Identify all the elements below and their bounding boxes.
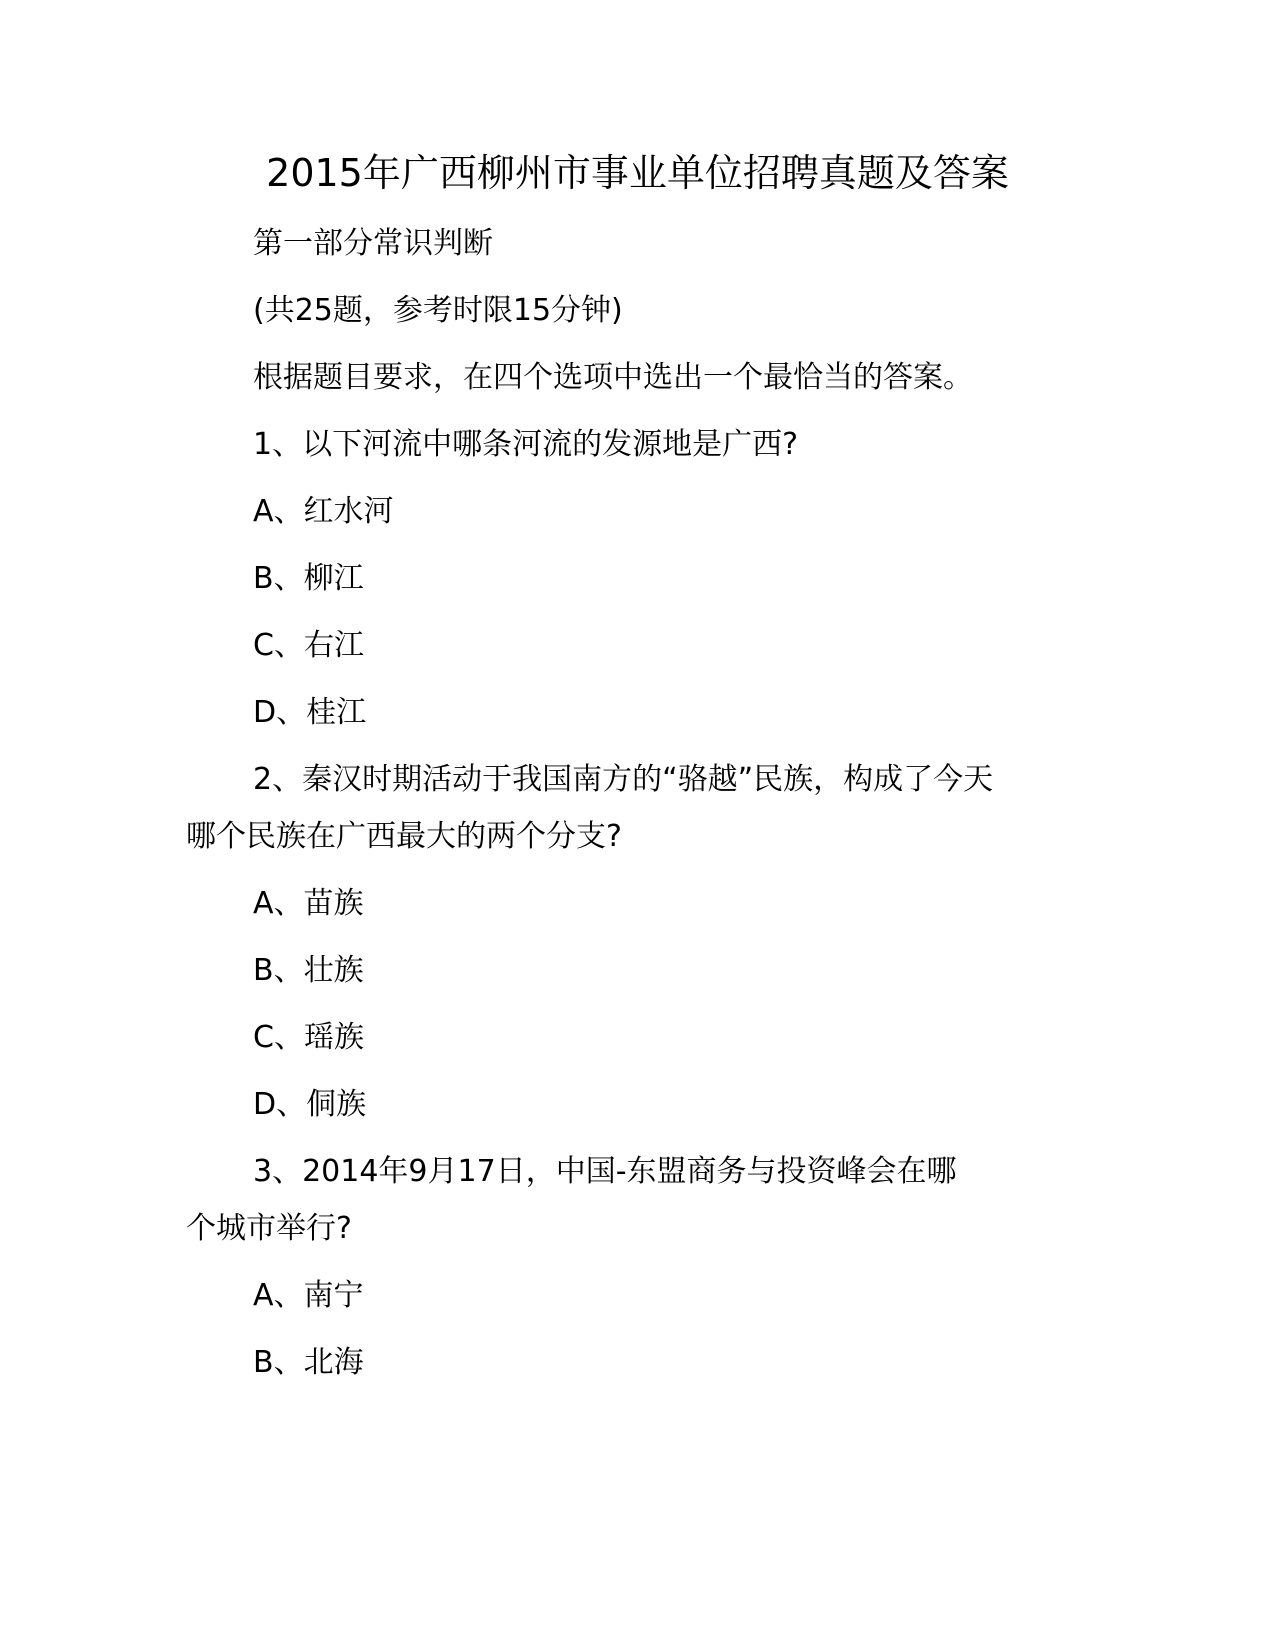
question-2-stem: 2、秦汉时期活动于我国南方的“骆越”民族，构成了今天 (253, 762, 994, 797)
question-3-stem-continued: 个城市举行? (186, 1211, 352, 1246)
question-1-option-a: A、红水河 (253, 494, 394, 529)
question-3-stem: 3、2014年9月17日，中国-东盟商务与投资峰会在哪 (253, 1154, 957, 1189)
document-title: 2015年广西柳州市事业单位招聘真题及答案 (266, 151, 1009, 195)
instructions: 根据题目要求，在四个选项中选出一个最恰当的答案。 (253, 360, 973, 395)
question-2-stem-continued: 哪个民族在广西最大的两个分支? (186, 819, 622, 854)
question-3-option-b: B、北海 (253, 1345, 364, 1380)
question-1-option-b: B、柳江 (253, 561, 364, 596)
question-2-option-c: C、瑶族 (253, 1020, 364, 1055)
question-1-option-c: C、右江 (253, 628, 364, 663)
question-2-option-b: B、壮族 (253, 953, 364, 988)
question-3-option-a: A、南宁 (253, 1278, 364, 1313)
question-1-option-d: D、桂江 (253, 695, 367, 730)
section-note: (共25题，参考时限15分钟) (253, 293, 623, 328)
question-2-option-d: D、侗族 (253, 1087, 367, 1122)
section-heading: 第一部分常识判断 (253, 226, 493, 261)
question-1-stem: 1、以下河流中哪条河流的发源地是广西? (253, 427, 799, 462)
question-2-option-a: A、苗族 (253, 886, 364, 921)
